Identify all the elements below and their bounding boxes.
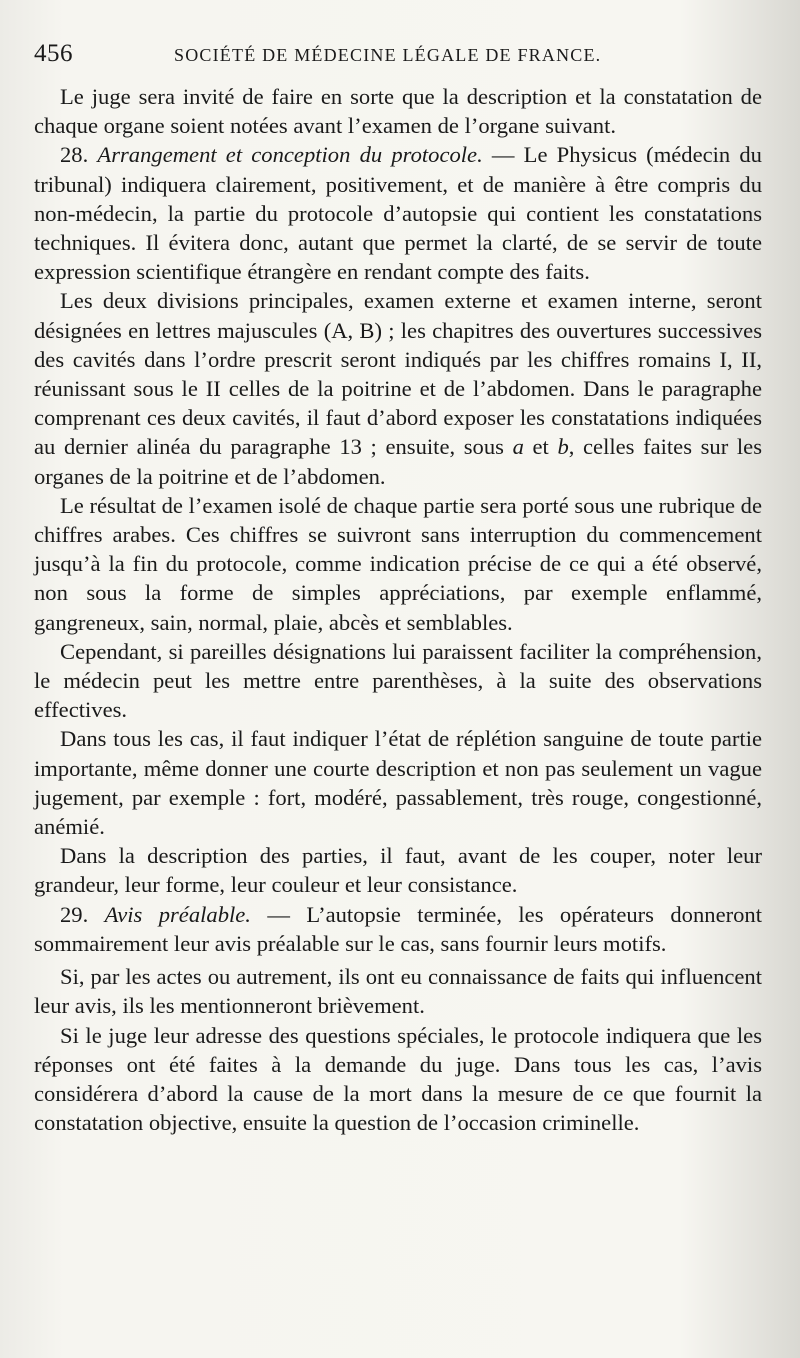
section-heading: Arrangement et conception du protocole. <box>97 142 483 168</box>
section-heading: Avis préalable. <box>104 901 251 927</box>
paragraph-text: Les deux divisions principales, examen externe et examen interne, seront désignées en lettres majuscules (A, B) ; les chapitres des ouvertures successives des cavités dans l’ordre prescrit seront indiqués par les chiffres romains I, II, réunissant sous le II celles de la poitrine et de l’abdomen. Dans le paragraphe comprenant ces deux cavités, il faut d’abord exposer les constatations indiquées au dernier alinéa du paragraphe 13 ; ensuite, sous <box>34 288 762 460</box>
body-text <box>34 82 762 1137</box>
paragraph-text: — Le Physicus (médecin du tribunal) indiquera clairement, positivement, et de manière à être compris du non-médecin, la partie du protocole d’autopsie qui contient les constatations techniques. Il évitera donc, autant que permet la clarté, de se servir de toute expression scientifique étrangère en rendant compte des faits. <box>34 142 762 285</box>
paragraph-6 <box>34 724 762 841</box>
section-number: 29. <box>60 901 89 927</box>
paragraph-4 <box>34 491 762 637</box>
paragraph-3 <box>34 286 762 490</box>
paragraph-1 <box>34 82 762 140</box>
paragraph-text: , celles faites sur les organes de la poitrine et de l’abdomen. <box>34 434 762 489</box>
paragraph-text: Si, par les actes ou autrement, ils ont eu connaissance de faits qui influencent leur avis, ils les mentionneront brièvement. <box>34 964 762 1019</box>
paragraph-text: Si le juge leur adresse des questions spéciales, le protocole indiquera que les réponses ont été faites à la demande du juge. Dans tous les cas, l’avis considérera d’abord la cause de la mort dans la mesure de ce que fournit la constatation objective, ensuite la question de l’occasion criminelle. <box>34 1022 762 1136</box>
paragraph-text: et <box>523 434 558 460</box>
running-title: SOCIÉTÉ DE MÉDECINE LÉGALE DE FRANCE. <box>174 45 602 65</box>
paragraph-10 <box>34 1021 762 1138</box>
paragraph-text: Le juge sera invité de faire en sorte que la description et la constatation de chaque organe soient notées avant l’examen de l’organe suivant. <box>34 84 762 139</box>
paragraph-9 <box>34 962 762 1020</box>
paragraph-text: Le résultat de l’examen isolé de chaque partie sera porté sous une rubrique de chiffres arabes. Ces chiffres se suivront sans interruption du commencement jusqu’à la fin du protocole, comme indication précise de ce qui a été observé, non sous la forme de simples appréciations, par exemple enflammé, gangreneux, sain, normal, plaie, abcès et semblables. <box>34 492 763 635</box>
italic-letter-a: a <box>512 434 524 460</box>
page-header <box>34 40 762 80</box>
paragraph-5 <box>34 637 762 725</box>
paragraph-text: Cependant, si pareilles désignations lui paraissent faciliter la compréhension, le médecin peut les mettre entre parenthèses, à la suite des observations effectives. <box>34 638 762 723</box>
paragraph-8-section-29 <box>34 900 762 958</box>
paragraph-text: Dans tous les cas, il faut indiquer l’état de réplétion sanguine de toute partie importante, même donner une courte description et non pas seulement un vague jugement, par exemple : fort, modéré, passablement, très rouge, congestionné, anémié. <box>34 726 762 840</box>
paragraph-text: — L’autopsie terminée, les opérateurs donneront sommairement leur avis préalable sur le cas, sans fournir leurs motifs. <box>34 901 762 956</box>
paragraph-7 <box>34 841 762 899</box>
paragraph-text: Dans la description des parties, il faut, avant de les couper, noter leur grandeur, leur forme, leur couleur et leur consistance. <box>34 843 762 898</box>
section-number: 28. <box>60 142 89 168</box>
paragraph-2-section-28 <box>34 140 762 286</box>
page-number: 456 <box>34 40 73 67</box>
italic-letter-b: b <box>557 434 569 460</box>
